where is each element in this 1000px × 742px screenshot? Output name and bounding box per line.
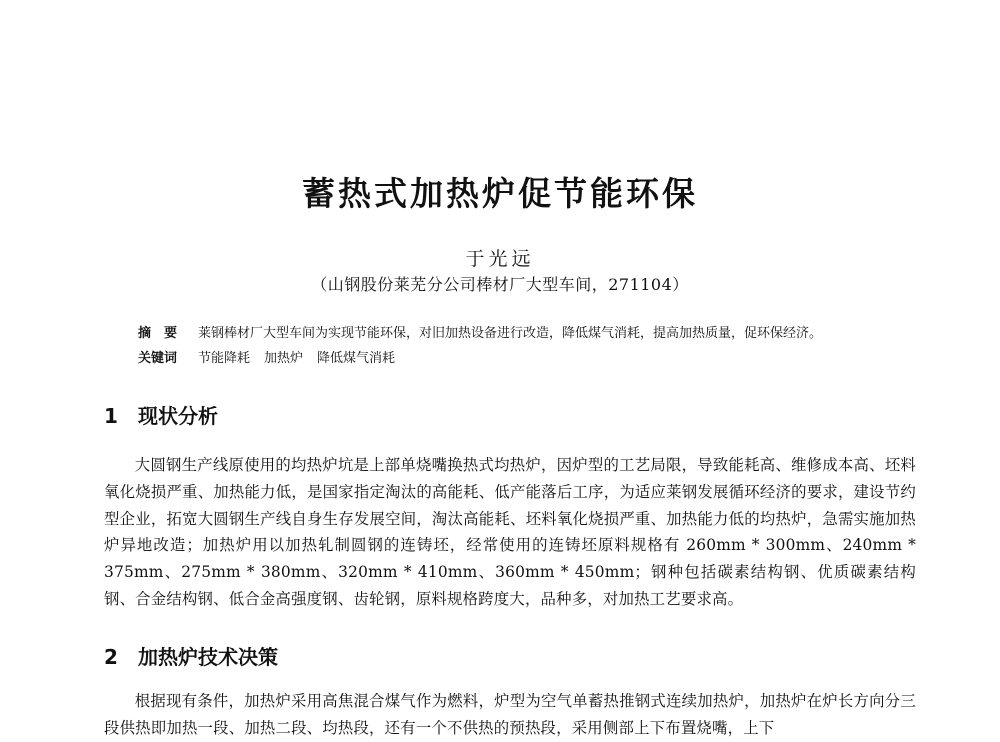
abstract bbox=[138, 324, 822, 344]
abstract-label: 摘 要 bbox=[138, 326, 178, 341]
article-title: 蓄热式加热炉促节能环保 bbox=[302, 174, 698, 213]
keywords-label: 关键词 bbox=[138, 351, 178, 366]
section-heading bbox=[104, 641, 278, 670]
abstract-text: 莱钢棒材厂大型车间为实现节能环保，对旧加热设备进行改造，降低煤气消耗，提高加热质量，促环保经济。 bbox=[198, 326, 823, 341]
section-number: 1 bbox=[104, 404, 118, 428]
keyword: 加热炉 bbox=[264, 351, 304, 366]
author-name: 于光远 bbox=[465, 248, 535, 270]
section-paragraph: 大圆钢生产线原使用的均热炉坑是上部单烧嘴换热式均热炉，因炉型的工艺局限，导致能耗高、维修成本高、坯料氧化烧损严重、加热能力低，是国家指定淘汰的高能耗、低产能落后工序，为适应莱钢发展循环经济的要求，建设节约型企业，拓宽大圆钢生产线自身生存发展空间，淘汰高能耗、坯料氧化烧损严重、加热能力低的均热炉，急需实施加热炉异地改造；加热炉用以加热轧制圆钢的连铸坯，经常使用的连铸坯原料规格有 260mm * 300mm、240mm * 375mm、275mm * 380mm、320mm * 410mm、360mm * 450mm；钢种包括碳素结构钢、优质碳素结构钢、合金结构钢、低合金高强度钢、齿轮钢，原料规格跨度大，品种多，对加热工艺要求高。 bbox=[104, 456, 916, 608]
section-heading bbox=[104, 400, 218, 429]
section-number: 2 bbox=[104, 645, 118, 669]
section-title: 现状分析 bbox=[138, 404, 218, 428]
author-affiliation: （山钢股份莱芜分公司棒材厂大型车间，271104） bbox=[311, 275, 689, 294]
section-title: 加热炉技术决策 bbox=[138, 645, 278, 669]
section-paragraph: 根据现有条件，加热炉采用高焦混合煤气作为燃料，炉型为空气单蓄热推钢式连续加热炉，加热炉在炉长方向分三段供热即加热一段、加热二段、均热段，还有一个不供热的预热段，采用侧部上下布置烧嘴，上下 bbox=[104, 692, 916, 737]
keyword: 降低煤气消耗 bbox=[317, 351, 396, 366]
keyword: 节能降耗 bbox=[198, 351, 251, 366]
keywords bbox=[138, 349, 409, 369]
